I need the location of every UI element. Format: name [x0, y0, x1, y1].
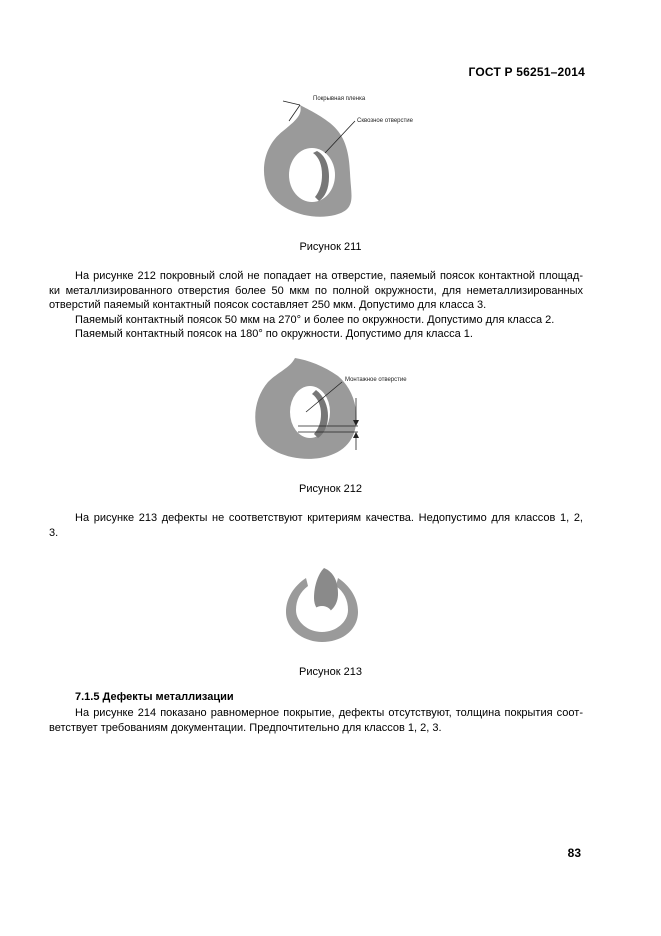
figure-211 [255, 93, 435, 223]
figure-212-drawing [250, 350, 450, 465]
figure-211-label-through-hole: Сквозное отверстие [357, 118, 413, 124]
section-heading-7-1-5: 7.1.5 Дефекты металлизации [75, 691, 234, 703]
paragraph-line: 3. [49, 526, 59, 539]
paragraph-line: отверстий паяемый контактный поясок составляет 250 мкм. Допустимо для класса 3. [49, 299, 487, 311]
paragraph-line: ки металлизированного отверстия более 50 мкм по полной окружности, для неметаллизированных [49, 284, 583, 297]
figure-213 [278, 562, 378, 647]
paragraph-line: На рисунке 213 дефекты не соответствуют критериям качества. Недопустимо для классов 1, 2, [75, 512, 583, 524]
paragraph-line: На рисунке 214 показано равномерное покрытие, дефекты отсутствуют, толщина покрытия соот- [75, 707, 583, 719]
figure-213-drawing [278, 562, 378, 647]
figure-213-void [312, 606, 332, 622]
figure-211-leader-1 [283, 101, 300, 105]
figure-211-label-film: Покрывная пленка [313, 96, 366, 102]
figure-211-drawing [255, 93, 435, 223]
paragraph-class-1: Паяемый контактный поясок на 180° по окружности. Допустимо для класса 1. [75, 328, 473, 340]
figure-212 [250, 350, 450, 465]
figure-212-label-mounting-hole: Монтажное отверстие [345, 377, 407, 383]
page-number: 83 [567, 846, 581, 860]
paragraph-class-2: Паяемый контактный поясок 50 мкм на 270° и более по окружности. Допустимо для класса 2. [75, 313, 555, 326]
figure-211-caption: Рисунок 211 [299, 241, 362, 253]
paragraph-figure-213-description [49, 511, 583, 540]
paragraph-figure-214-description [49, 706, 583, 735]
paragraph-figure-212-description [49, 269, 583, 342]
figure-213-caption: Рисунок 213 [299, 666, 362, 678]
document-standard-header: ГОСТ Р 56251–2014 [468, 65, 585, 79]
paragraph-line: ветствует требованиям документации. Предпочтительно для классов 1, 2, 3. [49, 721, 442, 734]
paragraph-line: На рисунке 212 покровный слой не попадает на отверстие, паяемый поясок контактной площад- [75, 270, 583, 282]
figure-212-caption: Рисунок 212 [299, 483, 362, 495]
